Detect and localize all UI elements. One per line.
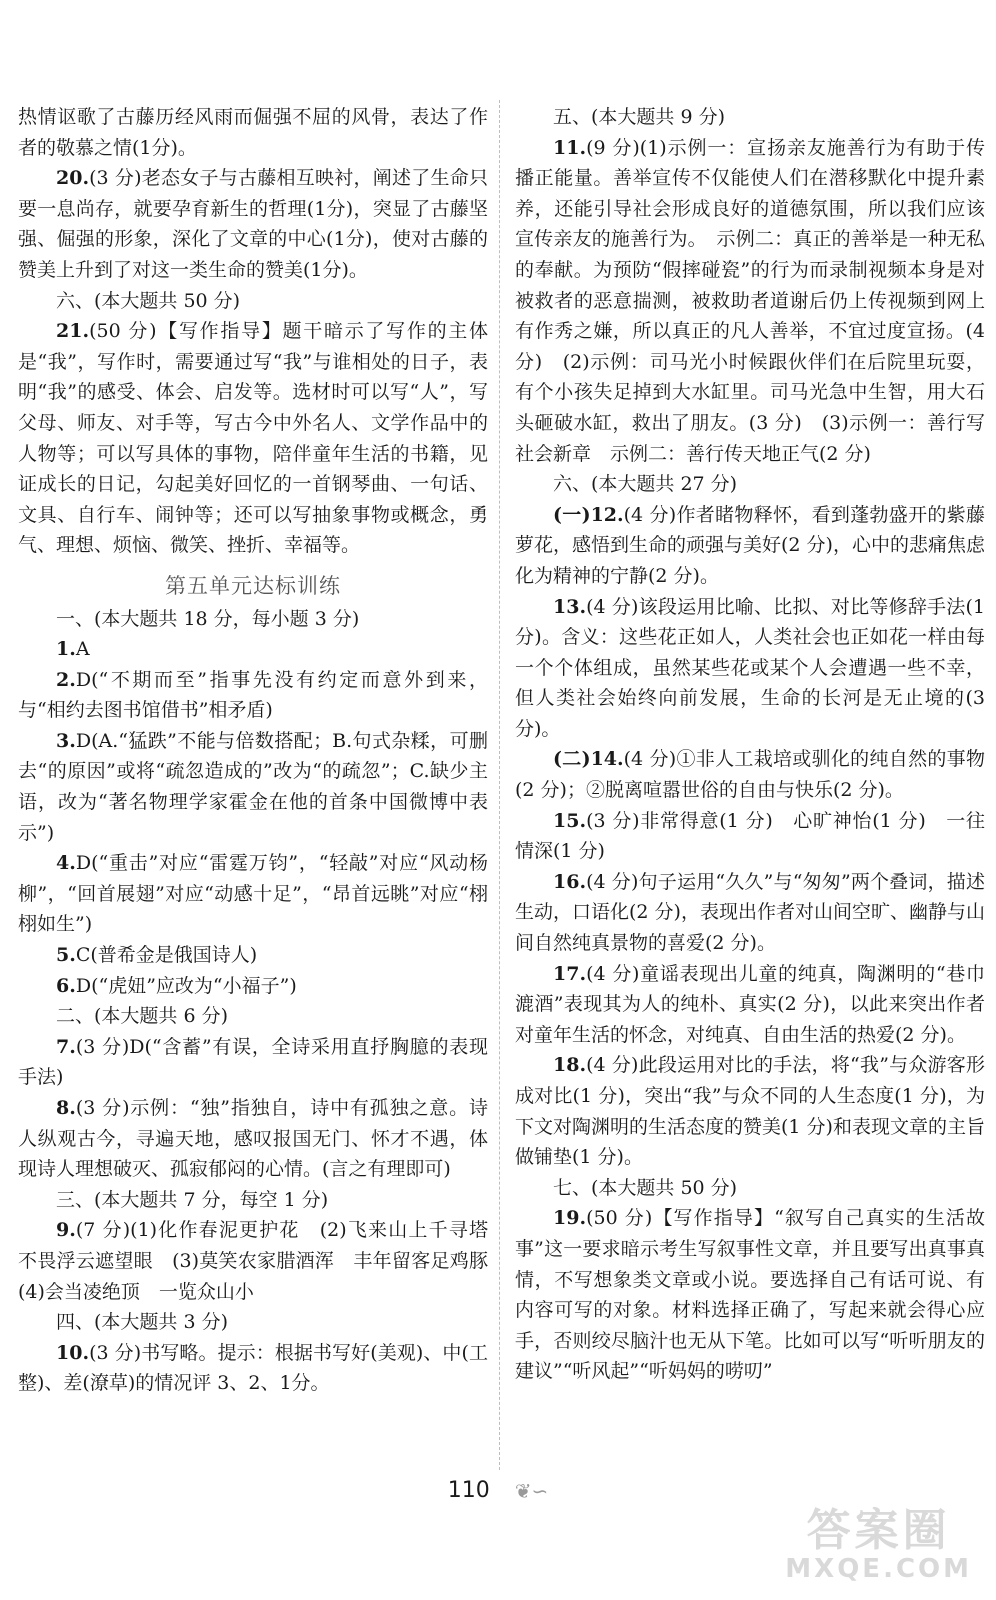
question-number: 13. xyxy=(553,595,587,618)
answer-item xyxy=(515,806,985,867)
answer-item xyxy=(515,500,985,592)
question-number: 7. xyxy=(56,1035,76,1058)
answer-item xyxy=(18,316,488,561)
answer-text: (50 分)【写作指导】题干暗示了写作的主体是“我”，写作时，需要通过写“我”与谁相处的日子，表明“我”的感受、体会、启发等。选材时可以写“人”，写父母、师友、对手等，写古今中外名人、文学作品中的人物等；可以写具体的事物，陪伴童年生活的书籍，见证成长的日记，勾起美好回忆的一首钢琴曲、一句话、文具、自行车、闹钟等；还可以写抽象事物或概念，勇气、理想、烦恼、微笑、挫折、幸福等。 xyxy=(18,320,488,557)
answer-item xyxy=(18,848,488,940)
watermark-url-text: MXQE.COM xyxy=(785,1554,972,1585)
left-column xyxy=(18,102,508,1399)
question-number: 8. xyxy=(56,1097,76,1119)
answer-item xyxy=(18,940,488,971)
question-number: 16. xyxy=(553,870,587,893)
answer-item xyxy=(18,726,488,848)
answer-item xyxy=(515,133,985,470)
answer-text: D(“虎妞”应改为“小福子”) xyxy=(75,974,297,997)
answer-text: (4 分)此段运用对比的手法，将“我”与众游客形成对比(1 分)，突出“我”与众不同的人生态度(1 分)，为下文对陶渊明的生活态度的赞美(1 分)和表现文章的主旨做铺垫(1 分)。 xyxy=(515,1054,985,1169)
watermark-main-text: 答案圈 xyxy=(806,1505,951,1557)
question-number: 3. xyxy=(56,729,76,752)
question-number: (一)12. xyxy=(553,503,624,526)
right-column xyxy=(515,102,985,1387)
answer-item xyxy=(18,1338,488,1399)
answer-text: (50 分)【写作指导】“叙写自己真实的生活故事”这一要求暗示考生写叙事性文章，并且要写出真事真情，不写想象类文章或小说。要选择自己有话可说、有内容可写的对象。材料选择正确了，写起来就会得心应手，否则绞尽脑汁也无从下笔。比如可以写“听听朋友的建议”“听风起”“听妈妈的唠叨” xyxy=(515,1207,985,1383)
answer-text: (3 分)D(“含蓄”有误，全诗采用直抒胸臆的表现手法) xyxy=(18,1035,488,1089)
answer-text: (4 分)该段运用比喻、比拟、对比等修辞手法(1 分)。含义：这些花正如人，人类社会也正如花一样由每一个个体组成，虽然某些花或某个人会遭遇一些不幸，但人类社会始终向前发展，生命的长河是无止境的(3 分)。 xyxy=(515,595,985,740)
question-number: 10. xyxy=(56,1341,90,1364)
answer-item xyxy=(18,163,488,285)
answer-item xyxy=(515,1050,985,1172)
answer-item xyxy=(18,1032,488,1093)
question-number: 11. xyxy=(553,136,587,159)
answer-item xyxy=(515,959,985,1051)
answer-continuation: 热情讴歌了古藤历经风雨而倔强不屈的风骨，表达了作者的敬慕之情(1分)。 xyxy=(18,106,488,159)
question-number: 21. xyxy=(56,320,90,343)
answer-item xyxy=(515,592,985,745)
answer-item xyxy=(515,1203,985,1387)
answer-text: (4 分)童谣表现出儿童的纯真，陶渊明的“巷巾漉酒”表现其为人的纯朴、真实(2 分)，以此来突出作者对童年生活的怀念，对纯真、自由生活的热爱(2 分)。 xyxy=(515,962,985,1046)
answer-text: C(普希金是俄国诗人) xyxy=(75,944,258,967)
question-number: 20. xyxy=(56,167,90,190)
page-number xyxy=(0,1478,996,1503)
answer-text: (3 分)示例：“独”指独自，诗中有孤独之意。诗人纵观古今，寻遍天地，感叹报国无门、怀才不遇，体现诗人理想破灭、孤寂郁闷的心情。(言之有理即可) xyxy=(18,1097,488,1181)
answer-item xyxy=(515,744,985,805)
question-number: 17. xyxy=(553,962,587,985)
answer-item xyxy=(18,1093,488,1185)
answer-item xyxy=(18,665,488,726)
answer-item xyxy=(18,1215,508,1307)
unit-title: 第五单元达标训练 xyxy=(165,573,341,598)
section-heading: 七、(本大题共 50 分) xyxy=(553,1176,738,1199)
question-number: 2. xyxy=(56,668,76,691)
section-heading: 三、(本大题共 7 分，每空 1 分) xyxy=(56,1188,329,1211)
answer-item xyxy=(18,634,488,665)
answer-text: (3 分)非常得意(1 分) 心旷神怡(1 分) 一往情深(1 分) xyxy=(515,809,985,863)
answer-text: (4 分)①非人工栽培或驯化的纯自然的事物(2 分)；②脱离喧嚣世俗的自由与快乐(2 分)。 xyxy=(515,748,985,802)
question-number: 5. xyxy=(56,944,76,967)
answer-text: (7 分)(1)化作春泥更护花 (2)飞来山上千寻塔 不畏浮云遮望眼 (3)莫笑农家腊酒浑 丰年留客足鸡豚 (4)会当凌绝顶 一览众山小 xyxy=(18,1219,508,1303)
section-heading: 四、(本大题共 3 分) xyxy=(56,1311,228,1334)
question-number: 18. xyxy=(553,1054,587,1077)
section-heading: 五、(本大题共 9 分) xyxy=(553,106,725,128)
answer-text: (3 分)老态女子与古藤相互映衬，阐述了生命只要一息尚存，就要孕育新生的哲理(1分)，突显了古藤坚强、倔强的形象，深化了文章的中心(1分)，使对古藤的赞美上升到了对这一类生命的赞美(1分)。 xyxy=(18,167,488,281)
section-heading: 六、(本大题共 27 分) xyxy=(553,473,738,496)
leaf-ornament-icon: ❦∽ xyxy=(514,1479,549,1503)
question-number: 9. xyxy=(56,1219,76,1242)
question-number: 15. xyxy=(553,809,587,832)
question-number: 1. xyxy=(56,638,76,661)
answer-text: (4 分)作者睹物释怀，看到蓬勃盛开的紫藤萝花，感悟到生命的顽强与美好(2 分)，心中的悲痛焦虑化为精神的宁静(2 分)。 xyxy=(515,503,985,587)
question-number: 19. xyxy=(553,1207,587,1230)
section-heading: 二、(本大题共 6 分) xyxy=(56,1005,228,1028)
question-number: 6. xyxy=(56,974,76,997)
watermark-logo xyxy=(785,1507,972,1584)
answer-text: (4 分)句子运用“久久”与“匆匆”两个叠词，描述生动，口语化(2 分)，表现出作者对山间空旷、幽静与山间自然纯真景物的喜爱(2 分)。 xyxy=(515,870,985,955)
answer-item xyxy=(515,867,985,959)
column-divider xyxy=(499,100,500,1470)
answer-text: D(“重击”对应“雷霆万钧”，“轻敲”对应“风动杨柳”，“回首展翅”对应“动感十足”，“昂首远眺”对应“栩栩如生”) xyxy=(18,852,488,936)
question-number: 4. xyxy=(56,852,76,875)
section-heading: 六、(本大题共 50 分) xyxy=(56,289,241,312)
answer-text: A xyxy=(75,638,90,661)
answer-text: D(“不期而至”指事先没有约定而意外到来，与“相约去图书馆借书”相矛盾) xyxy=(18,668,488,722)
question-number: (二)14. xyxy=(553,748,624,771)
answer-item xyxy=(18,971,488,1002)
page-number-text: 110 xyxy=(447,1478,490,1503)
answer-text: (9 分)(1)示例一：宣扬亲友施善行为有助于传播正能量。善举宣传不仅能使人们在潜移默化中提升素养，还能引导社会形成良好的道德氛围，所以我们应该宣传亲友的施善行为。 示例二：真正的善举是一种无私的奉献。为预防“假摔碰瓷”的行为而录制视频本身是对被救者的恶意揣测，被救助者道谢后仍上传视频到网上有作秀之嫌，所以真正的凡人善举，不宜过度宣扬。(4 分) (2)示例：司马光小时候跟伙伴们在后院里玩耍，有个小孩失足掉到大水缸里。司马光急中生智，用大石头砸破水缸，救出了朋友。(3 分) (3)示例一：善行写社会新章 示例二：善行传天地正气(2 分) xyxy=(515,136,985,465)
answer-text: D(A.“猛跌”不能与倍数搭配；B.句式杂糅，可删去“的原因”或将“疏忽造成的”改为“的疏忽”；C.缺少主语，改为“著名物理学家霍金在他的首条中国微博中表示”) xyxy=(18,729,488,844)
section-heading: 一、(本大题共 18 分，每小题 3 分) xyxy=(56,607,360,630)
answer-text: (3 分)书写略。提示：根据书写好(美观)、中(工整)、差(潦草)的情况评 3、2、1分。 xyxy=(18,1341,488,1395)
